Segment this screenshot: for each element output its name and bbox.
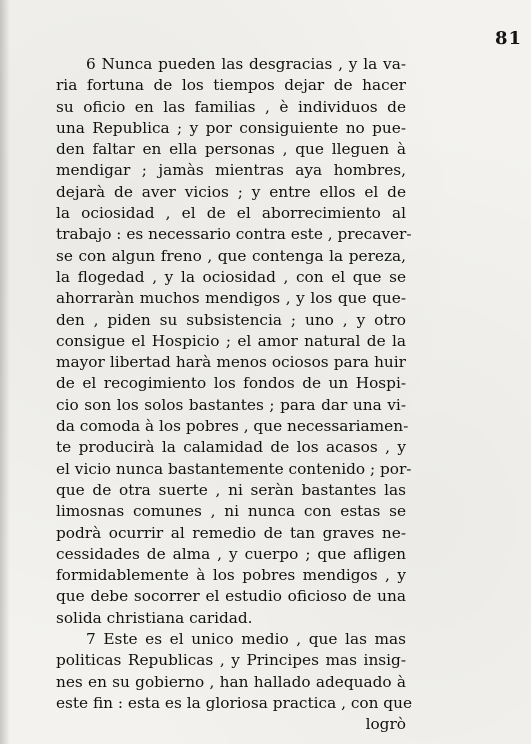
text-line-28: 7 Este es el unico medio , que las mas	[86, 630, 406, 649]
text-line-19: te producirà la calamidad de los acasos , y	[56, 438, 406, 457]
text-line-22: limosnas comunes , ni nunca con estas se	[56, 502, 406, 521]
text-line-5: den faltar en ella personas , que lleguen à	[56, 140, 406, 159]
text-line-6: mendigar ; jamàs mientras aya hombres,	[56, 161, 406, 180]
text-line-24: cessidades de alma , y cuerpo ; que afligen	[56, 544, 406, 563]
text-line-9: trabajo : es necessario contra este , precaver-	[56, 225, 412, 244]
text-line-17: cio son los solos bastantes ; para dar una vi-	[56, 395, 406, 414]
text-line-20: el vicio nunca bastantemente contenido ; por-	[56, 459, 412, 478]
text-line-14: consigue el Hospicio ; el amor natural de la	[56, 331, 406, 350]
text-line-11: la flogedad , y la ociosidad , con el que se	[56, 267, 406, 286]
text-line-31: este fin : esta es la gloriosa practica , con que	[56, 693, 413, 712]
text-line-26: que debe socorrer el estudio oficioso de una	[56, 587, 406, 606]
text-line-16: de el recogimiento los fondos de un Hospi-	[56, 374, 406, 393]
text-line-25: formidablemente à los pobres mendigos , y	[56, 566, 406, 585]
text-line-30: nes en su gobierno , han hallado adequado à	[56, 672, 406, 691]
text-line-4: una Republica ; y por consiguiente no pue-	[56, 118, 406, 137]
page-number: 81	[495, 28, 523, 49]
text-line-10: se con algun freno , que contenga la pereza,	[56, 246, 406, 265]
text-line-27: solida christiana caridad.	[56, 608, 253, 627]
text-line-18: da comoda à los pobres , que necessariamen-	[56, 417, 409, 436]
text-line-13: den , piden su subsistencia ; uno , y otro	[56, 310, 406, 329]
text-line-8: la ociosidad , el de el aborrecimiento al	[56, 204, 406, 223]
text-line-3: su oficio en las familias , è individuos de	[56, 97, 406, 116]
text-line-2: ria fortuna de los tiempos dejar de hacer	[56, 76, 406, 95]
page-gutter-shadow	[0, 0, 10, 744]
text-line-15: mayor libertad harà menos ociosos para huir	[56, 353, 406, 372]
body-text	[56, 54, 413, 736]
text-line-12: ahorraràn muchos mendigos , y los que que-	[56, 289, 406, 308]
catchword: logrò	[365, 715, 406, 734]
text-line-7: dejarà de aver vicios ; y entre ellos el de	[56, 182, 406, 201]
text-line-21: que de otra suerte , ni seràn bastantes las	[56, 480, 406, 499]
text-line-29: politicas Republicas , y Principes mas insig-	[56, 651, 406, 670]
text-line-23: podrà ocurrir al remedio de tan graves ne-	[56, 523, 406, 542]
text-line-1: 6 Nunca pueden las desgracias , y la va-	[86, 55, 406, 73]
